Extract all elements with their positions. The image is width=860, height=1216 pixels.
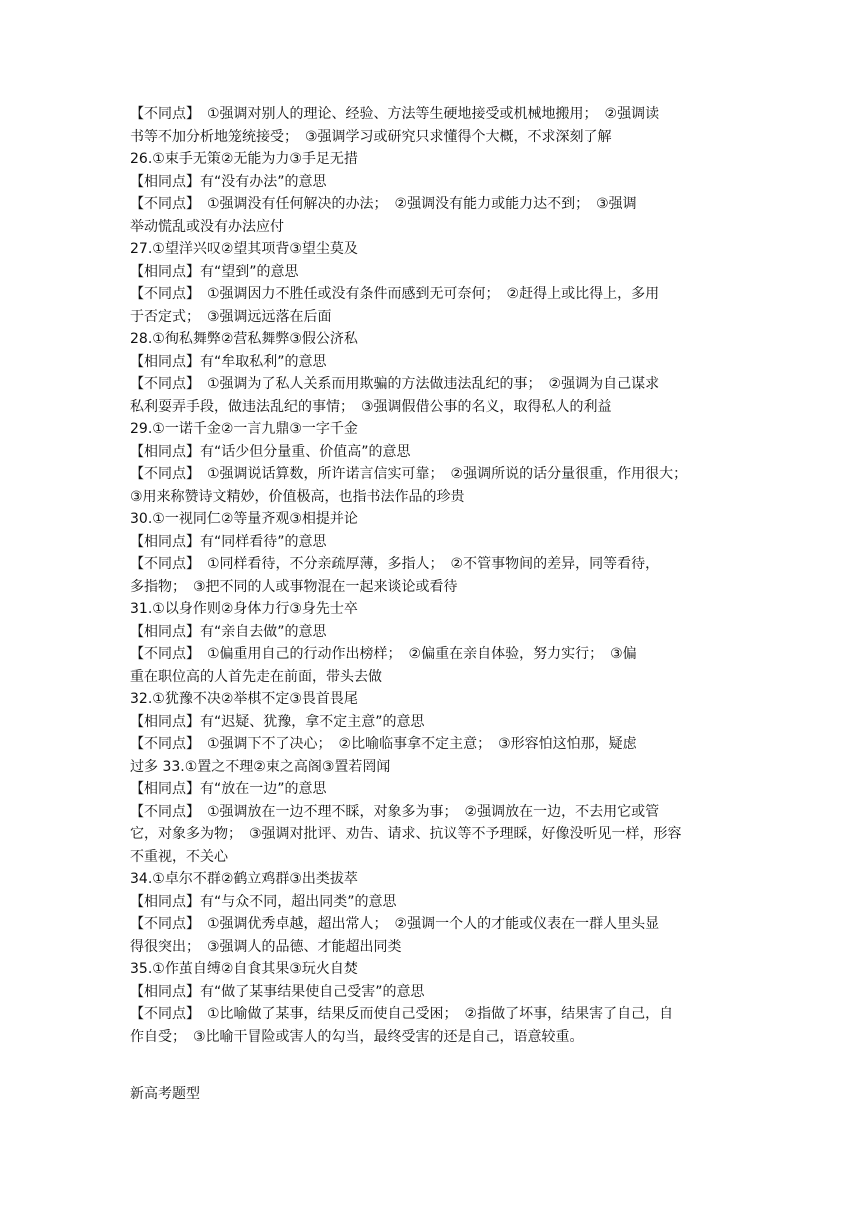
text-line: 【相同点】有“没有办法”的意思 — [130, 173, 327, 190]
section-heading: 新高考题型 — [130, 1085, 200, 1102]
text-line: 【不同点】 ①强调没有任何解决的办法； ②强调没有能力或能力达不到； ③强调 — [130, 196, 637, 212]
text-line: 【不同点】 ①强调对别人的理论、经验、方法等生硬地接受或机械地搬用； ②强调读 — [130, 106, 660, 122]
text-line: ③用来称赞诗文精妙，价值极高，也指书法作品的珍贵 — [130, 488, 465, 505]
text-line: 【不同点】 ①同样看待，不分亲疏厚薄，多指人； ②不管事物间的差异，同等看待， — [130, 556, 660, 572]
text-line: 30.①一视同仁②等量齐观③相提并论 — [130, 511, 358, 527]
text-line: 【相同点】有“做了某事结果使自己受害”的意思 — [130, 983, 425, 1000]
text-line: 【相同点】有“望到”的意思 — [130, 263, 299, 280]
text-line: 【不同点】 ①强调为了私人关系而用欺骗的方法做违法乱纪的事； ②强调为自己谋求 — [130, 376, 660, 392]
text-line: 34.①卓尔不群②鹤立鸡群③出类拔萃 — [130, 871, 358, 887]
text-line: 31.①以身作则②身体力行③身先士卒 — [130, 601, 358, 617]
text-line: 多指物； ③把不同的人或事物混在一起来谈论或看待 — [130, 578, 458, 595]
text-line: 【不同点】 ①强调优秀卓越，超出常人； ②强调一个人的才能或仪表在一群人里头显 — [130, 916, 660, 932]
text-line: 【不同点】 ①强调因力不胜任或没有条件而感到无可奈何； ②赶得上或比得上，多用 — [130, 286, 660, 302]
text-line: 举动慌乱或没有办法应付 — [130, 218, 284, 235]
text-line: 私利耍弄手段，做违法乱纪的事情； ③强调假借公事的名义，取得私人的利益 — [130, 398, 612, 415]
text-line: 35.①作茧自缚②自食其果③玩火自焚 — [130, 961, 358, 977]
text-line: 32.①犹豫不决②举棋不定③畏首畏尾 — [130, 691, 358, 707]
document-body — [130, 103, 734, 1105]
text-line: 【不同点】 ①偏重用自己的行动作出榜样； ②偏重在亲自体验，努力实行； ③偏 — [130, 646, 637, 662]
text-line: 【相同点】有“同样看待”的意思 — [130, 533, 327, 550]
text-line: 【不同点】 ①强调下不了决心； ②比喻临事拿不定主意； ③形容怕这怕那，疑虑 — [130, 736, 637, 752]
text-line: 【相同点】有“放在一边”的意思 — [130, 781, 327, 797]
text-line: 26.①束手无策②无能为力③手足无措 — [130, 151, 358, 167]
text-line: 【相同点】有“话少但分量重、价值高”的意思 — [130, 443, 411, 460]
text-line: 作自受； ③比喻干冒险或害人的勾当，最终受害的还是自己，语意较重。 — [130, 1028, 584, 1045]
text-line: 过多 33.①置之不理②束之高阁③置若罔闻 — [130, 758, 391, 775]
text-line: 【不同点】 ①比喻做了某事，结果反而使自己受困； ②指做了坏事，结果害了自己，自 — [130, 1006, 674, 1022]
text-line: 27.①望洋兴叹②望其项背③望尘莫及 — [130, 241, 358, 257]
paragraph-spacer — [130, 1048, 734, 1071]
text-line: 不重视，不关心 — [130, 848, 228, 865]
text-line: 它，对象多为物； ③强调对批评、劝告、请求、抗议等不予理睬，好像没听见一样，形容 — [130, 826, 682, 842]
text-line: 28.①徇私舞弊②营私舞弊③假公济私 — [130, 331, 358, 347]
text-line: 【相同点】有“亲自去做”的意思 — [130, 623, 327, 640]
text-line: 得很突出； ③强调人的品德、才能超出同类 — [130, 938, 402, 955]
text-line: 【不同点】 ①强调说话算数，所许诺言信实可靠； ②强调所说的话分量很重，作用很大； — [130, 466, 688, 482]
text-line: 【相同点】有“迟疑、犹豫，拿不定主意”的意思 — [130, 713, 425, 730]
text-line: 【相同点】有“牟取私利”的意思 — [130, 353, 327, 370]
text-line: 书等不加分析地笼统接受； ③强调学习或研究只求懂得个大概，不求深刻了解 — [130, 128, 612, 145]
text-line: 于否定式； ③强调远远落在后面 — [130, 308, 332, 325]
text-line: 【不同点】 ①强调放在一边不理不睬，对象多为事； ②强调放在一边，不去用它或管 — [130, 803, 660, 820]
text-line: 重在职位高的人首先走在前面，带头去做 — [130, 668, 382, 685]
text-line: 【相同点】有“与众不同，超出同类”的意思 — [130, 893, 397, 910]
text-line: 29.①一诺千金②一言九鼎③一字千金 — [130, 421, 358, 437]
